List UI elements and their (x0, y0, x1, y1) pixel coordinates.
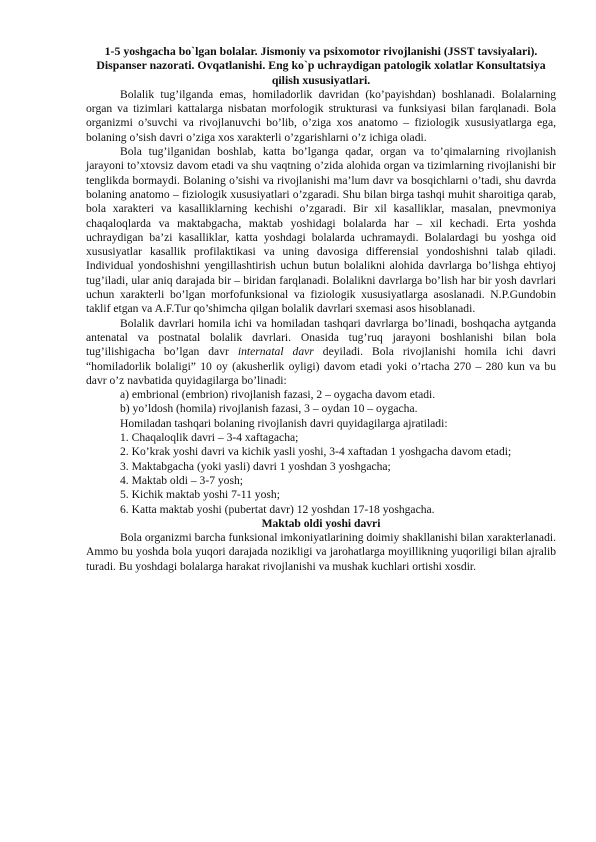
document-page (86, 44, 556, 574)
intro-paragraph: Bolalik tug’ilganda emas, homiladorlik davridan (ko’payishdan) boshlanadi. Bolalarning organ va tizimlari kattalarga nisbatan morfologik strukturasi va funksiyasi bilan farqlanadi. Bola organizmi o’suvchi va rivojlanuvchi bo’lib, o’ziga xos anatomo – fiziologik xususiyatlarga ega, bolaning o’sish davri o’ziga xos xarakterli o’zgarishlarni o’z ichiga oladi. (86, 87, 556, 144)
list-item-4: 4. Maktab oldi – 3-7 yosh; (120, 473, 244, 487)
paragraph-text-after: deyiladi. Bola rivojlanishi homila ichi davri “homiladorlik bolaligi” 10 oy (akusherlik oyligi) davom etadi yoki o’rtacha 270 – 280 kun va bu davr o’z navbatida quyidagilarga bo’linadi: (86, 345, 556, 387)
internatal-term: internatal davr (237, 345, 314, 359)
antenatal-postnatal-paragraph (86, 317, 556, 388)
paragraph-text-before: Bolalik davrlari homila ichi va homiladan tashqari davrlarga bo’linadi, boshqacha aytganda antenatal va postnatal bolalik davrlari. Onasida tug’ruq jarayoni boshlanishi bilan bola tug’ilishigacha bo’lgan davr (86, 316, 556, 359)
postnatal-intro: Homiladan tashqari bolaning rivojlanish davri quyidagilarga ajratiladi: (120, 416, 448, 430)
list-item-2: 2. Ko’krak yoshi davri va kichik yasli yoshi, 3-4 xaftadan 1 yoshgacha davom etadi; (120, 445, 512, 459)
document-title: 1-5 yoshgacha bo`lgan bolalar. Jismoniy va psixomotor rivojlanishi (JSST tavsiyalari). Dispanser nazorati. Ovqatlanishi. Eng ko`p uchraydigan patologik xolatlar Konsultatsiya qilish xususiyatlari. (96, 44, 546, 87)
list-item-yoldosh: b) yo’ldosh (homila) rivojlanish fazasi, 3 – oydan 10 – oygacha. (120, 402, 418, 416)
list-item-6: 6. Katta maktab yoshi (pubertat davr) 12 yoshdan 17-18 yoshgacha. (120, 502, 435, 516)
section-subheading: Maktab oldi yoshi davri (261, 516, 381, 530)
final-paragraph: Bola organizmi barcha funksional imkoniyatlarining doimiy shakllanishi bilan xarakterlanadi. Ammo bu yoshda bola yuqori darajada nozikligi va jarohatlarga moyillikning yuqoriligi bilan ajralib turadi. Bu yoshdagi bolalarga harakat rivojlanishi va mushak kuchlari ortishi xosdir. (86, 531, 556, 573)
list-item-1: 1. Chaqaloqlik davri – 3-4 xaftagacha; (120, 431, 299, 445)
list-item-embrional: a) embrional (embrion) rivojlanish fazasi, 2 – oygacha davom etadi. (120, 388, 436, 402)
list-item-3: 3. Maktabgacha (yoki yasli) davri 1 yoshdan 3 yoshgacha; (120, 459, 391, 473)
periods-paragraph: Bola tug’ilganidan boshlab, katta bo’lganga qadar, organ va to’qimalarning rivojlanish jarayoni to’xtovsiz davom etadi va shu vaqtning o’zida alohida organ va tizimlarning rivojlanishi bir tenglikda bormaydi. Bolaning o’sishi va rivojlanishi ma’lum davr va bosqichlarni o’tadi, shu davrda bolaning anatomo – fiziologik xususiyatlari o’zgaradi. Shu bilan birga tashqi muhit sharoitiga qarab, bola xarakteri va kasalliklarning kechishi o’zgaradi. Bir xil kasalliklar, masalan, pnevmoniya chaqaloqlarda va maktabgacha, maktab yoshidagi bolalarda har – xil kechadi. Erta yoshda uchraydigan ba’zi kasalliklar, katta yoshdagi bolalarda uchramaydi. Bolalardagi bu yoshga oid xususiyatlar kasallik profilaktikasi va uning davosiga differensial yondoshishni talab qiladi. Individual yondoshishni yengillashtirish uchun butun bolalikni alohida davrlarga bo’lishga ehtiyoj tug’iladi, ular aniq darajada bir – biridan farqlanadi. Bolalikni davrlarga bo’lish har bir yosh davrlari uchun xarakterli bo’lgan morfofunksional va fiziologik xususiyatlarga asoslanadi. N.P.Gundobin taklif etgan va A.F.Tur qo’shimcha qilgan bolalik davrlari sxemasi asos hisoblanadi. (86, 145, 556, 316)
list-item-5: 5. Kichik maktab yoshi 7-11 yosh; (120, 488, 280, 502)
